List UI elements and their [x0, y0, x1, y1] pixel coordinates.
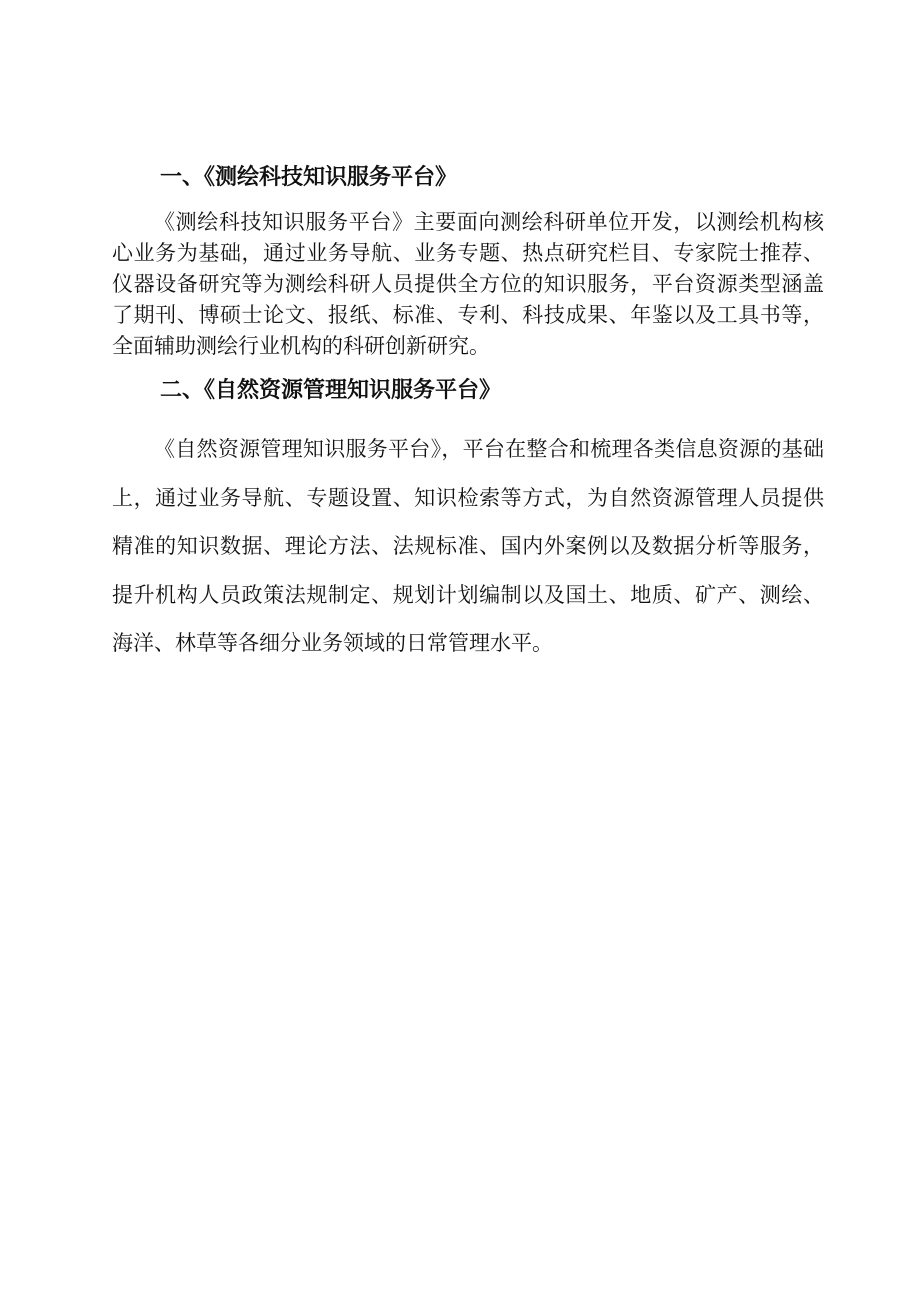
section-heading-natural-resources-platform: 二、《自然资源管理知识服务平台》	[160, 378, 502, 403]
section-paragraph-natural-resources-platform: 《自然资源管理知识服务平台》，平台在整合和梳理各类信息资源的基础上，通过业务导航、专题设置、知识检索等方式，为自然资源管理人员提供精准的知识数据、理论方法、法规标准、国内外案例以及数据分析等服务，提升机构人员政策法规制定、规划计划编制以及国土、地质、矿产、测绘、海洋、林草等各细分业务领域的日常管理水平。	[112, 437, 824, 655]
section-paragraph-surveying-platform: 《测绘科技知识服务平台》主要面向测绘科研单位开发，以测绘机构核心业务为基础，通过业务导航、业务专题、热点研究栏目、专家院士推荐、仪器设备研究等为测绘科研人员提供全方位的知识服务，平台资源类型涵盖了期刊、博硕士论文、报纸、标准、专利、科技成果、年鉴以及工具书等，全面辅助测绘行业机构的科研创新研究。	[112, 210, 824, 358]
section-heading-surveying-platform: 一、《测绘科技知识服务平台》	[160, 165, 458, 190]
